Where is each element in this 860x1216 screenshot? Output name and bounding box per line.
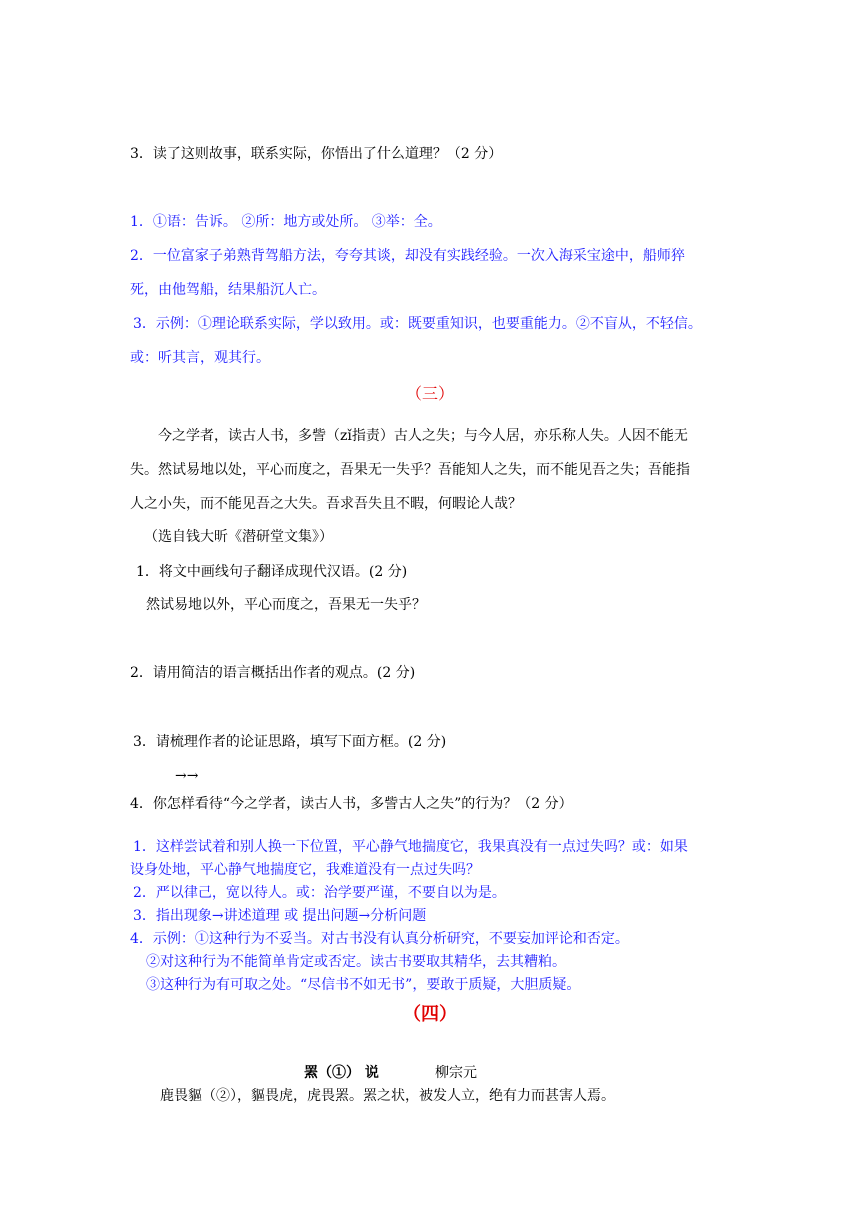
passage-3-line: 人之小失，而不能见吾之大失。吾求吾失且不暇，何暇论人哉？	[130, 496, 522, 512]
passage-3-line: 今之学者，读古人书，多訾（zǐ指责）古人之失；与今人居，亦乐称人失。人因不能无	[158, 428, 688, 444]
answer-line: 设身处地，平心静气地揣度它，我难道没有一点过失吗？	[130, 862, 480, 878]
question-3-previous: 3．读了这则故事，联系实际，你悟出了什么道理？（2 分）	[130, 146, 503, 162]
answer-line: 1．①语：告诉。 ②所：地方或处所。 ③举：全。	[130, 214, 442, 230]
question-1: 1．将文中画线句子翻译成现代汉语。(2 分)	[136, 564, 408, 580]
passage-3-source: （选自钱大昕《潜研堂文集》）	[144, 529, 333, 545]
answer-line: 1．这样尝试着和别人换一下位置，平心静气地揣度它，我果真没有一点过失吗？或：如果	[133, 839, 688, 855]
passage-4-author: 柳宗元	[435, 1065, 477, 1081]
answer-line: 2．严以律己，宽以待人。或：治学要严谨，不要自以为是。	[133, 885, 506, 901]
answer-line: 死，由他驾船，结果船沉人亡。	[130, 282, 326, 298]
passage-4-line: 鹿畏貙（②），貙畏虎，虎畏罴。罴之状，被发人立，绝有力而甚害人焉。	[160, 1088, 615, 1104]
answer-line: 3．示例：①理论联系实际，学以致用。或：既要重知识，也要重能力。②不盲从，不轻信。	[133, 316, 702, 332]
answer-line: 2．一位富家子弟熟背驾船方法，夸夸其谈，却没有实践经验。一次入海采宝途中，船师猝	[130, 248, 685, 264]
passage-3-line: 失。然试易地以处，平心而度之，吾果无一失乎？吾能知人之失，而不能见吾之失；吾能指	[130, 462, 690, 478]
answer-line: 4．示例：①这种行为不妥当。对古书没有认真分析研究，不要妄加评论和否定。	[130, 931, 629, 947]
passage-4-title: 罴（①） 说	[304, 1065, 379, 1081]
flow-arrows: →→	[175, 768, 199, 784]
question-2: 2．请用简洁的语言概括出作者的观点。(2 分)	[130, 665, 416, 681]
section-4-heading: （四）	[403, 1004, 457, 1025]
answer-line: ③这种行为有可取之处。“尽信书不如无书”，要敢于质疑，大胆质疑。	[146, 977, 581, 993]
answer-line: 或：听其言，观其行。	[130, 350, 270, 366]
answer-line: 3．指出现象→讲述道理 或 提出问题→分析问题	[133, 908, 427, 924]
question-1-sentence: 然试易地以外，平心而度之，吾果无一失乎？	[146, 597, 426, 613]
answer-line: ②对这种行为不能简单肯定或否定。读古书要取其精华，去其糟粕。	[146, 954, 566, 970]
question-4: 4．你怎样看待“今之学者，读古人书，多訾古人之失”的行为？（2 分）	[130, 796, 573, 812]
section-3-heading: （三）	[405, 384, 454, 403]
question-3: 3．请梳理作者的论证思路，填写下面方框。(2 分)	[133, 734, 447, 750]
